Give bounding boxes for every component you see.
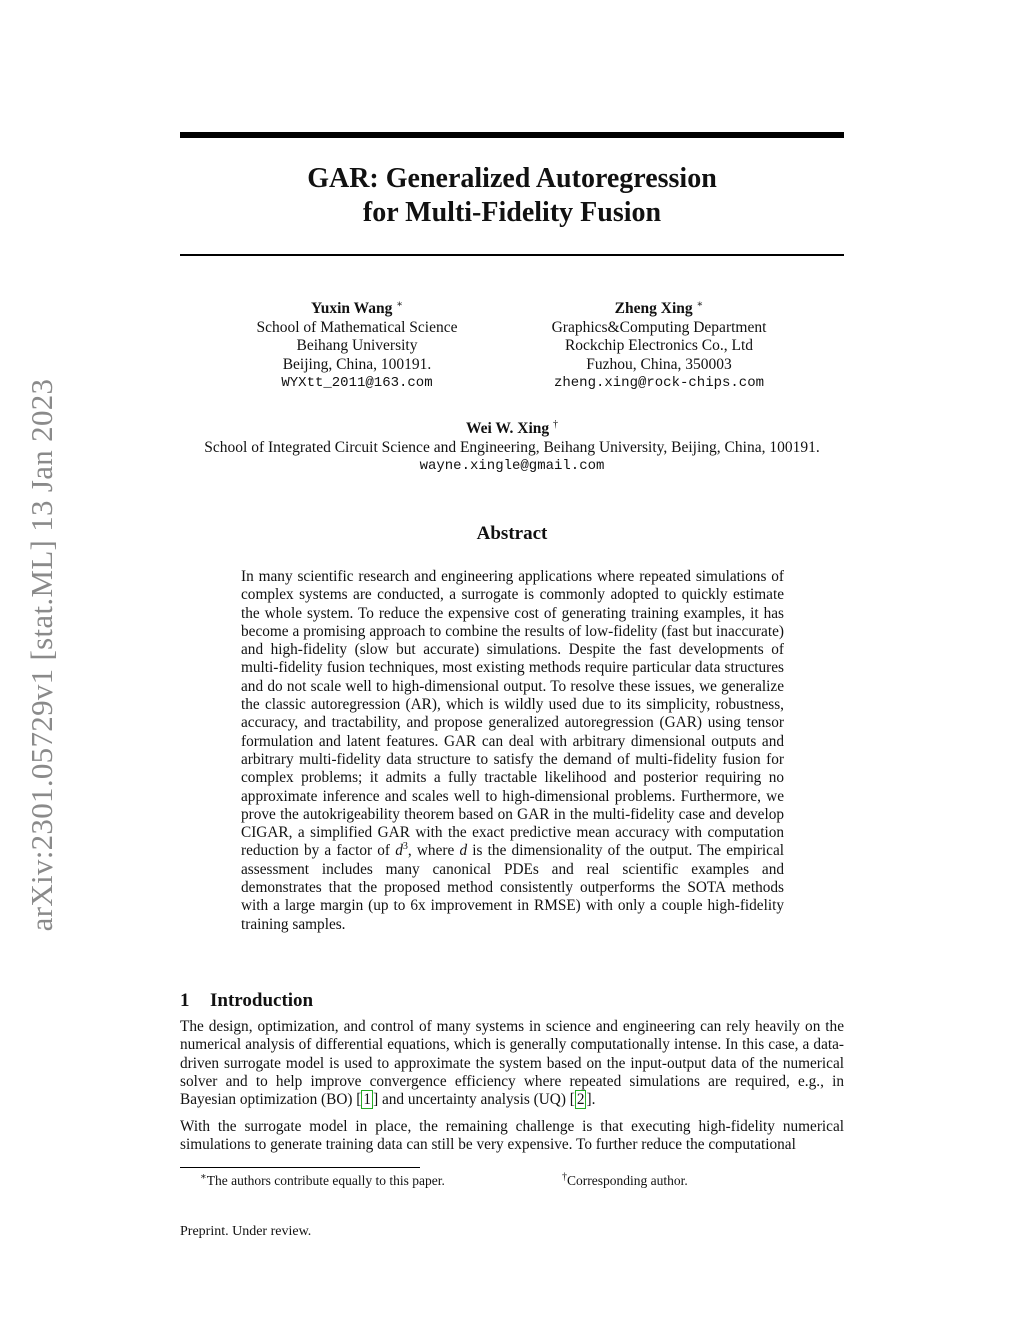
abstract-body [241,568,784,934]
author-name: Zheng Xing [614,300,693,317]
footnote-text: The authors contribute equally to this paper. [206,1173,445,1188]
author-email[interactable]: zheng.xing@rock-chips.com [553,375,765,391]
footnote-mark: ∗ [200,1171,207,1183]
author-block-1 [217,300,497,393]
paragraph-text: ]. [586,1091,596,1109]
arxiv-side-stamp [12,350,72,960]
author-block-3 [150,420,874,476]
author-mark: † [553,418,558,430]
footnote-mark: † [562,1171,567,1183]
author-email[interactable]: WYXtt_2011@163.com [281,375,433,391]
abstract-text-part: , where [407,842,460,860]
footnote-rule [180,1167,420,1168]
footnote-1 [200,1173,445,1189]
title-line-1: GAR: Generalized Autoregression [307,163,717,194]
author-affiliation-line: Fuzhou, China, 350003 [586,355,732,373]
author-name: Yuxin Wang [310,300,393,317]
intro-paragraph-1 [180,1018,844,1109]
footnote-text: Corresponding author. [567,1173,688,1188]
section-heading-introduction [180,990,313,1012]
author-affiliation-line: School of Mathematical Science [256,318,458,336]
author-affiliation-line: School of Integrated Circuit Science and Engineering, Beihang University, Beijing, China, 100191. [204,438,820,456]
title-bottom-rule [180,254,844,256]
citation-link[interactable]: 1 [363,1091,372,1109]
section-number: 1 [180,990,190,1011]
author-mark: ∗ [696,298,704,310]
abstract-text-part: In many scientific research and engineering applications where repeated simulations of complex systems are conducted, a surrogate is commonly adopted to quickly estimate the whole system. To reduce the expensive cost of generating training examples, it has become a promising approach to combine the results of low-fidelity (fast but inaccurate) and high-fidelity (slow but accurate) simulations. Despite the fast developments of multi-fidelity fusion techniques, most existing methods require particular data structures and do not scale well to high-dimensional output. To resolve these issues, we generalize the classic autoregression (AR), which is wildly used due to its simplicity, robustness, accuracy, and tractability, and propose generalized autoregression (GAR) using tensor formulation and latent features. GAR can deal with arbitrary dimensional outputs and arbitrary multi-fidelity data structure to satisfy the demand of multi-fidelity fusion for complex problems; it admits a fully tractable likelihood and posterior requiring no approximate inference and scales well to high-dimensional problems. Furthermore, we prove the autokrigeability theorem based on GAR in the multi-fidelity case and develop CIGAR, a simplified GAR with the exact predictive mean accuracy with computation reduction by a factor of [241,568,784,860]
author-name: Wei W. Xing [466,420,550,437]
footnote-2 [562,1173,688,1189]
arxiv-identifier: arXiv:2301.05729v1 [stat.ML] 13 Jan 2023 [24,378,59,932]
author-affiliation-line: Rockchip Electronics Co., Ltd [564,337,754,354]
author-block-2 [519,300,799,393]
abstract-heading: Abstract [476,523,548,544]
math-variable: d [395,842,403,860]
citation-link[interactable]: 2 [576,1091,585,1109]
math-exponent: 3 [402,841,408,853]
author-affiliation-line: Graphics&Computing Department [551,318,767,336]
preprint-notice: Preprint. Under review. [180,1224,312,1239]
author-mark: ∗ [396,298,404,310]
title-line-2: for Multi-Fidelity Fusion [362,197,662,228]
paragraph-text: The design, optimization, and control of many systems in science and engineering can rely heavily on the numerical analysis of differential equations, which is generally computationally intense. In this case, a data-driven surrogate model is used to approximate the system based on the input-output data of the numerical solver and to help improve convergence efficiency where repeated simulations are required, e.g., in Bayesian optimization (BO) [ [180,1018,844,1109]
author-email[interactable]: wayne.xingle@gmail.com [419,458,605,474]
paragraph-text: ] and uncertainty analysis (UQ) [ [373,1091,575,1109]
paper-title [180,162,844,230]
math-variable: d [459,842,468,860]
intro-paragraph-2: With the surrogate model in place, the remaining challenge is that executing high-fidelity numerical simulations to generate training data can still be very expensive. To further reduce the computational [180,1118,844,1154]
author-affiliation-line: Beijing, China, 100191. [282,355,432,373]
abstract-text-part: is the dimensionality of the output. The empirical assessment includes many canonical PDEs and real scientific examples and demonstrates that the proposed method consistently outperforms the SOTA methods with a large margin (up to 6x improvement in RMSE) with only a couple high-fidelity training samples. [241,842,785,933]
title-top-rule [180,132,844,138]
author-affiliation-line: Beihang University [296,337,418,354]
section-title: Introduction [210,990,314,1011]
